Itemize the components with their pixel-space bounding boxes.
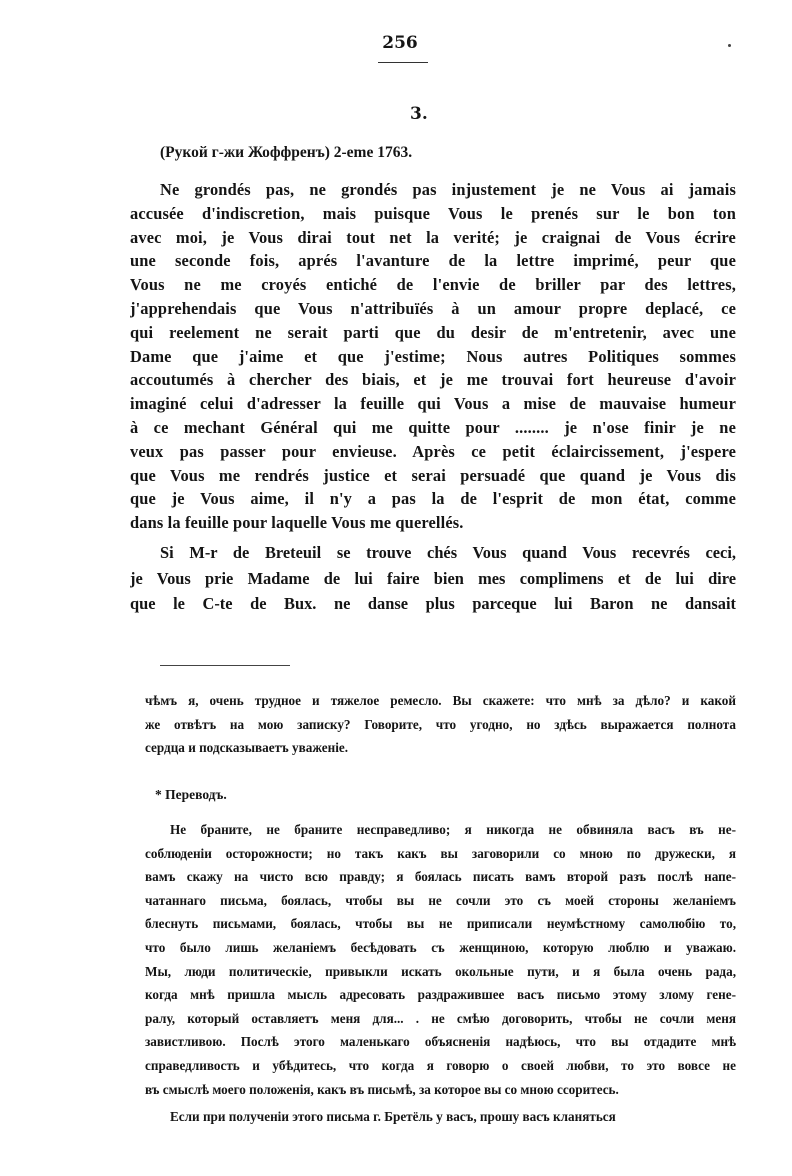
text-line: Мы, люди политическiе, привыкли искать окольные пути, и я была очень рада, [145,963,736,979]
text-line: à ce mechant Général qui me quitte pour ........ je n'ose finir je ne [130,417,736,437]
text-line: dans la feuille pour laquelle Vous me querellés. [130,513,464,533]
text-line: сердца и подсказываетъ уваженiе. [145,740,349,756]
text-line: que le C-te de Bux. ne danse plus parceque lui Baron ne dansait [130,594,736,613]
text-line: соблюденiи осторожности; но такъ какъ вы заговорили со мною по дружески, я [145,845,736,861]
text-line: accoutumés à chercher des biais, et je me trouvai fort heureuse d'avoir [130,370,736,390]
text-line: que Vous me rendrés justice et serai persuadé que quand je Vous dis [130,465,736,485]
text-line: завистливою. Послѣ этого маленькаго объясненiя надѣюсь, что вы отдадите мнѣ [145,1034,736,1050]
russian-translation [145,818,736,1129]
text-line: ралу, который оставляетъ меня для... . не смѣю договорить, чтобы не сочли меня [145,1010,736,1026]
translation-title: * Переводъ. [155,787,227,802]
page-number-rule [378,62,428,63]
text-line: справедливость и убѣдитесь, что когда я говорю о своей любви, то это вовсе не [145,1057,736,1073]
text-line: Dame que j'aime et que j'estime; Nous autres Politiques sommes [130,346,736,366]
text-line: Если при полученiи этого письма г. Бретёль у васъ, прошу васъ кланяться [170,1109,616,1125]
letter-heading: (Рукой г-жи Жоффренъ) 2-eme 1763. [160,144,413,161]
french-paragraph-2 [130,540,736,617]
text-line: qui reelement ne serait parti que du desir de m'entretenir, avec une [130,322,736,342]
text-line: блеснуть письмами, боялась, чтобы вы не приписали неумѣстному самолюбiю то, [145,916,736,932]
text-line: accusée d'indiscretion, mais puisque Vous le prenés sur le bon ton [130,203,736,223]
text-line: Si M-r de Breteuil se trouve chés Vous quand Vous recevrés ceci, [160,543,736,562]
text-line: veux pas passer pour envieuse. Après ce petit éclaircissement, j'espere [130,441,736,461]
text-line: Vous ne me croyés entiché de l'envie de briller par des lettres, [130,275,736,295]
text-line: imaginé celui d'adresser la feuille qui Vous a mise de mauvaise humeur [130,394,736,414]
page-number: 256 [382,33,418,53]
footnote-continuation [145,689,736,760]
text-line: вамъ скажу на чисто всю правду; я боялась писать вамъ второй разъ послѣ напе- [145,869,736,885]
text-line: avec moi, je Vous dirai tout net la verité; je craignai de Vous écrire [130,227,736,247]
text-line: que je Vous aime, il n'y a pas la de l'esprit de mon état, comme [130,489,736,509]
text-line: въ смыслѣ моего положенiя, какъ въ письмѣ, за которое вы со мною ссоритесь. [145,1081,619,1097]
scan-speck [728,44,731,47]
text-line: же отвѣтъ на мою записку? Говорите, что угодно, но здѣсь выражается полнота [145,716,736,732]
text-line: что было лишь желанiемъ бесѣдовать съ женщиною, которую люблю и уважаю. [145,939,736,955]
footnote-separator [160,665,290,666]
text-line: une seconde fois, aprés l'avanture de la lettre imprimé, peur que [130,251,736,271]
text-line: Не браните, не браните несправедливо; я никогда не обвиняла васъ въ не- [170,822,736,837]
letter-number: 3. [410,104,428,124]
text-line: j'apprehendais que Vous n'attribuïés à un amour propre deplacé, ce [130,298,736,318]
text-line: чатаннаго письма, боялась, чтобы вы не сочли это съ моей стороны желанiемъ [145,892,736,908]
text-line: Ne grondés pas, ne grondés pas injustement je ne Vous ai jamais [160,180,736,199]
french-paragraph-1 [130,178,736,535]
text-line: чѣмъ я, очень трудное и тяжелое ремесло. Вы скажете: что мнѣ за дѣло? и какой [145,693,736,708]
text-line: je Vous prie Madame de lui faire bien mes complimens et de lui dire [130,568,736,588]
text-line: когда мнѣ пришла мысль адресовать раздражившее васъ письмо этому злому гене- [145,987,736,1003]
